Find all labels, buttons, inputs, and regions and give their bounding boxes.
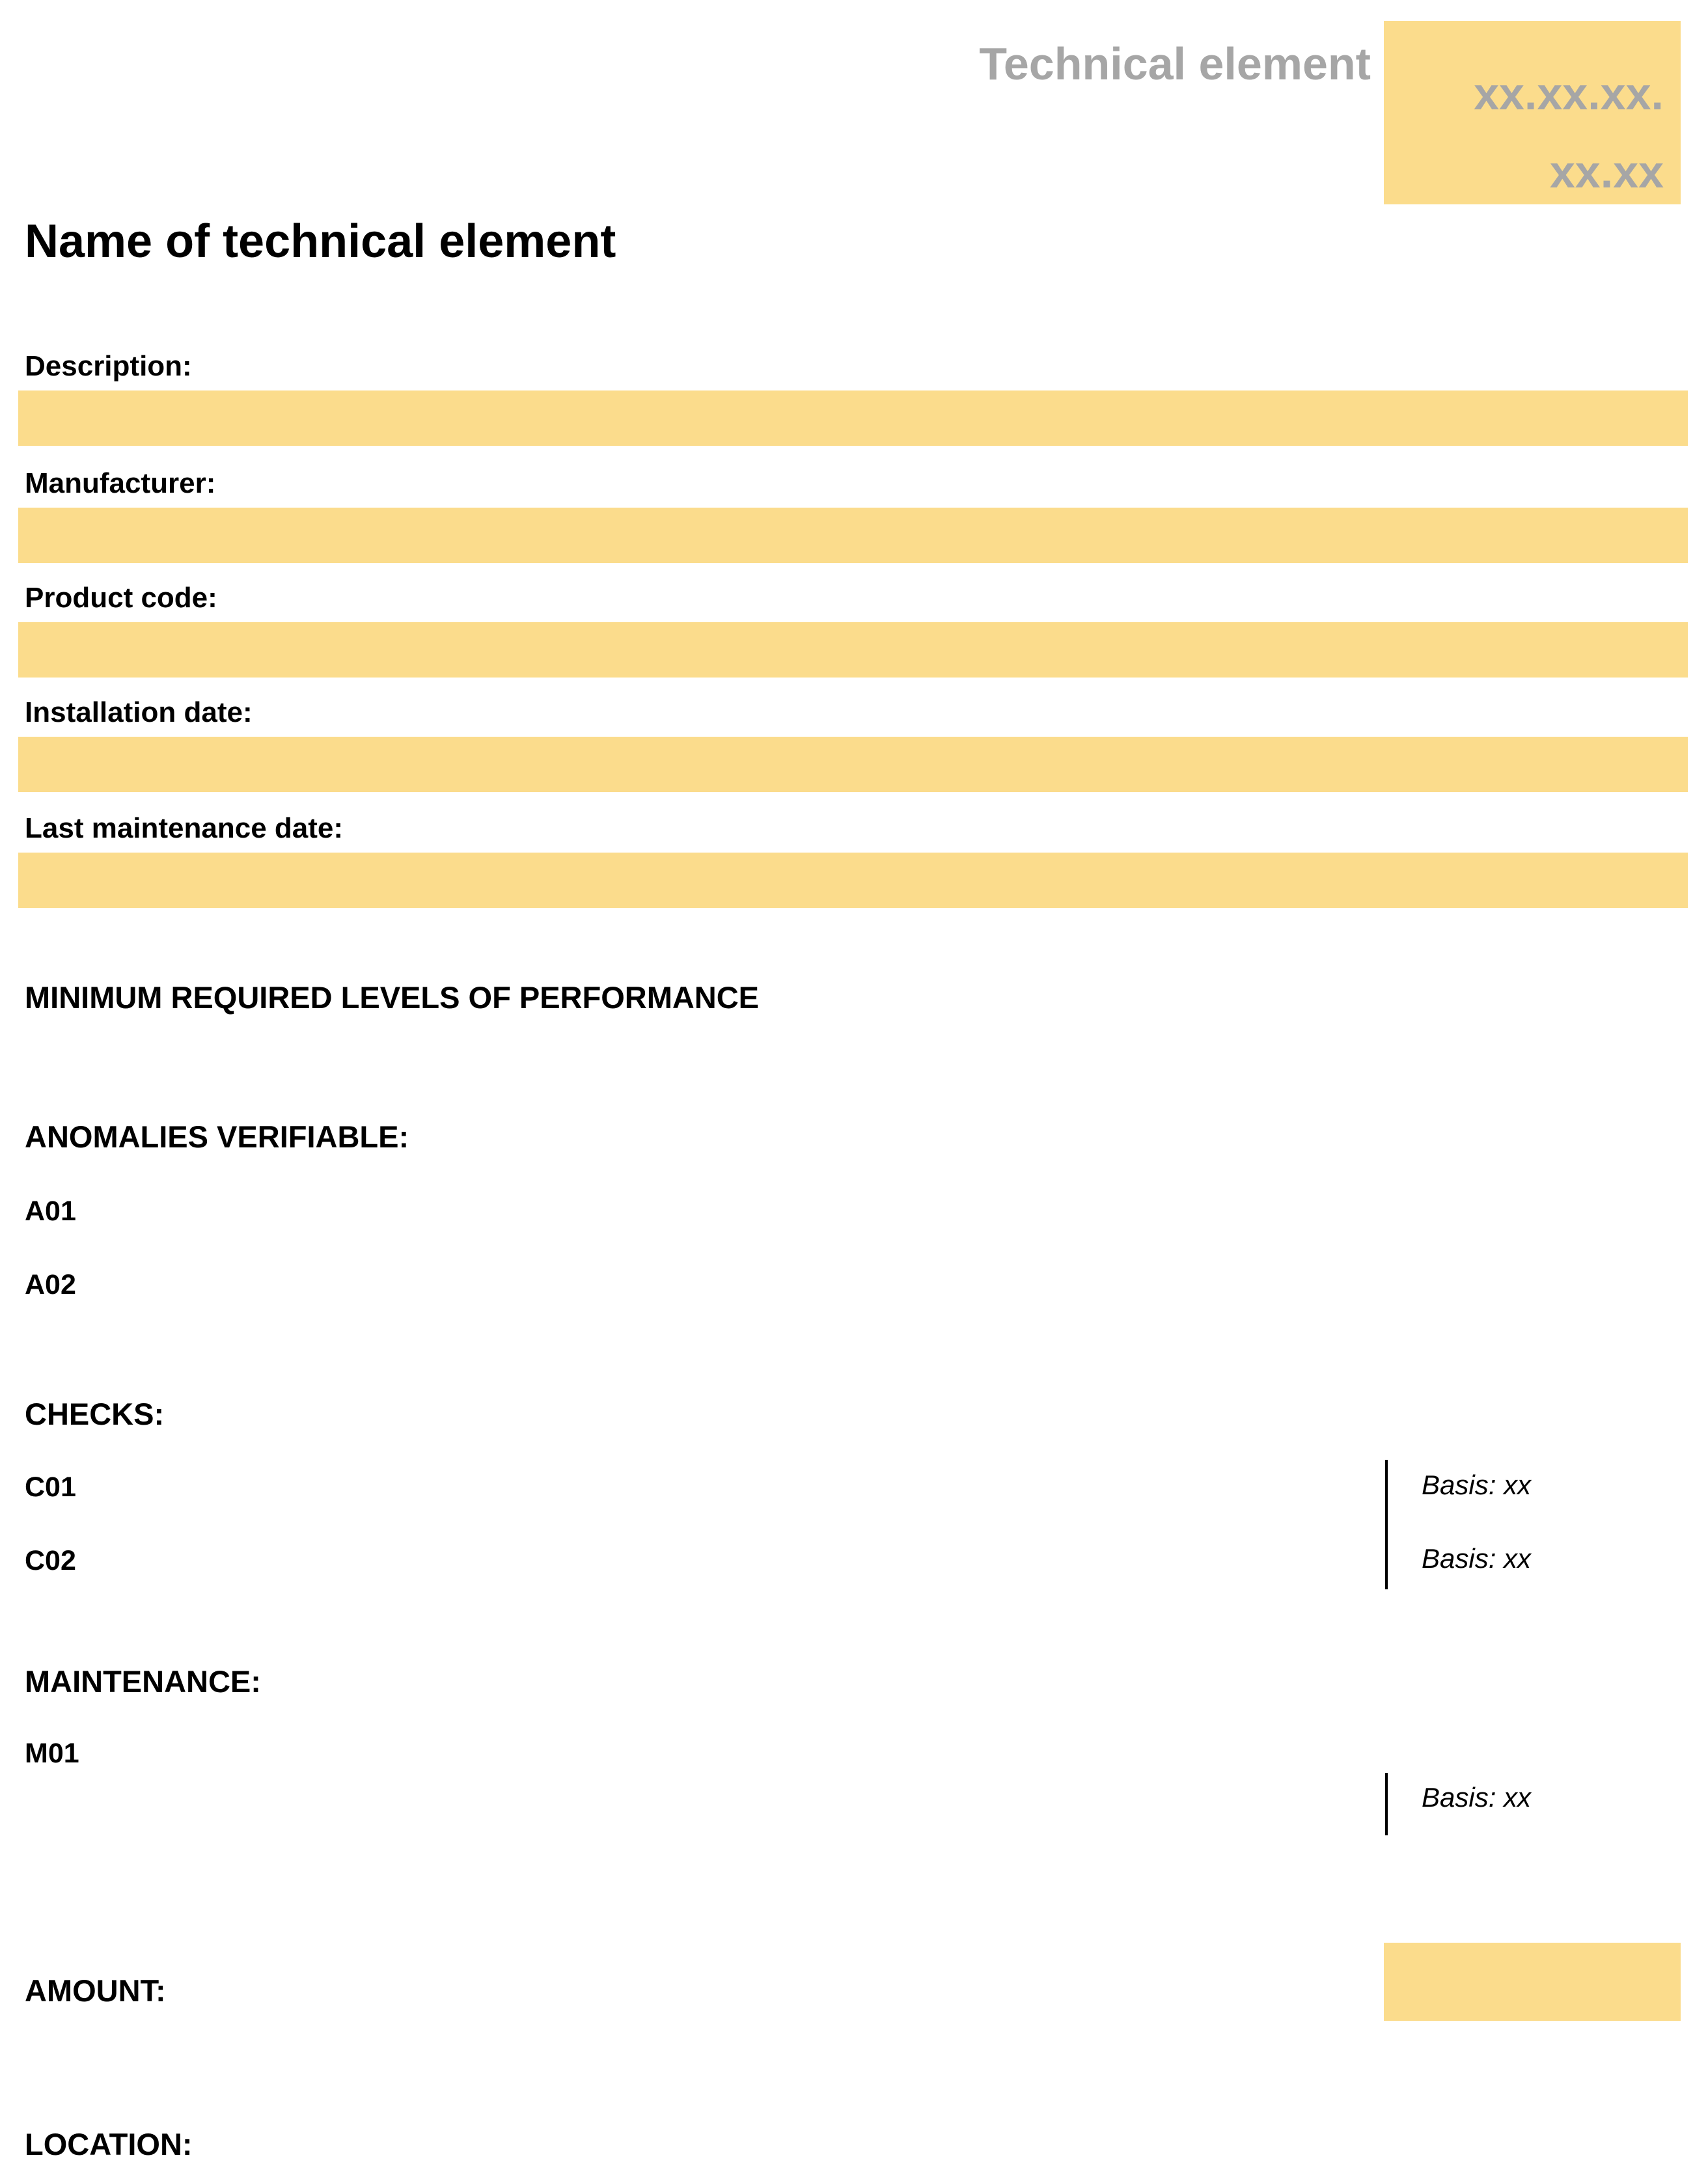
manufacturer-label: Manufacturer: <box>25 467 216 499</box>
maintenance-item-m01: M01 <box>25 1738 79 1769</box>
document-type-label: Technical element <box>979 38 1371 89</box>
maintenance-basis-divider <box>1385 1773 1388 1835</box>
checks-section-heading: CHECKS: <box>25 1397 165 1431</box>
description-input[interactable] <box>18 390 1688 446</box>
description-label: Description: <box>25 350 192 382</box>
manufacturer-input[interactable] <box>18 508 1688 563</box>
product-code-label: Product code: <box>25 582 217 614</box>
installation-date-label: Installation date: <box>25 696 253 728</box>
anomaly-item-a01: A01 <box>25 1196 76 1227</box>
check-c01-basis: Basis: xx <box>1422 1470 1532 1500</box>
page-title: Name of technical element <box>25 215 616 267</box>
anomaly-item-a02: A02 <box>25 1269 76 1300</box>
element-code-box[interactable] <box>1384 21 1681 204</box>
amount-input[interactable] <box>1384 1943 1681 2021</box>
check-item-c02: C02 <box>25 1545 76 1576</box>
amount-section-heading: AMOUNT: <box>25 1973 166 2008</box>
product-code-input[interactable] <box>18 622 1688 678</box>
last-maintenance-date-input[interactable] <box>18 853 1688 908</box>
element-code-line2: xx.xx <box>1549 146 1664 198</box>
maintenance-basis: Basis: xx <box>1422 1782 1532 1813</box>
element-code-line1: xx.xx.xx. <box>1474 68 1664 119</box>
check-c02-basis: Basis: xx <box>1422 1543 1532 1574</box>
checks-basis-divider <box>1385 1460 1388 1589</box>
anomalies-section-heading: ANOMALIES VERIFIABLE: <box>25 1119 409 1154</box>
check-item-c01: C01 <box>25 1472 76 1503</box>
location-section-heading: LOCATION: <box>25 2127 193 2161</box>
last-maintenance-date-label: Last maintenance date: <box>25 812 344 844</box>
installation-date-input[interactable] <box>18 737 1688 792</box>
maintenance-section-heading: MAINTENANCE: <box>25 1664 261 1699</box>
performance-section-heading: MINIMUM REQUIRED LEVELS OF PERFORMANCE <box>25 980 760 1015</box>
